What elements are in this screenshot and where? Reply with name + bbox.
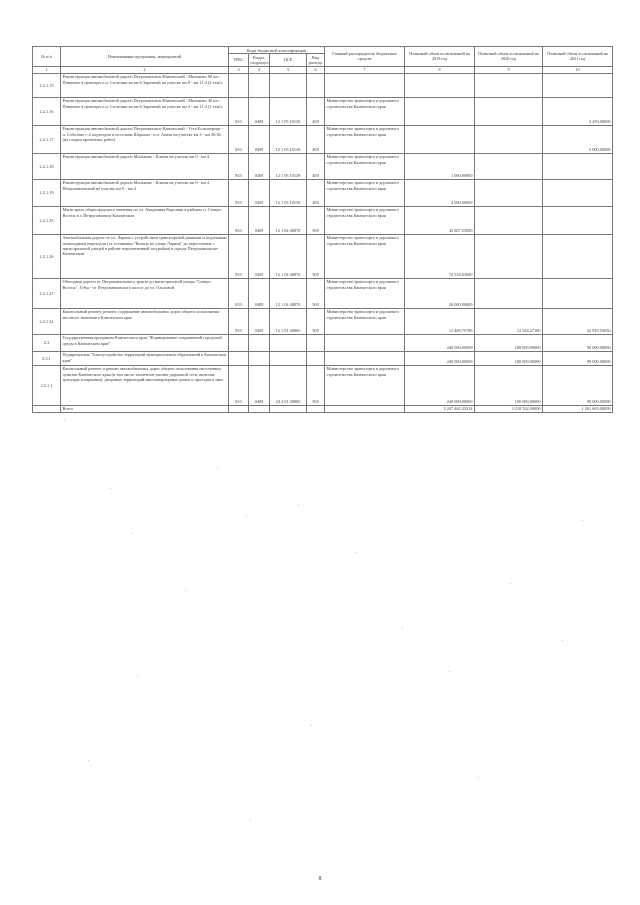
row-vr: 400: [307, 153, 325, 179]
total-row: [33, 405, 613, 412]
total-2020: 3 218 532,00000: [475, 405, 543, 412]
row-amount-2019: 4 000,00000: [405, 179, 475, 206]
header-no: № п/п: [33, 47, 61, 67]
row-grbs: 833: [229, 125, 249, 153]
row-executor: Министерство транспорта и дорожного строительства Камчатского края: [325, 365, 405, 405]
row-grbs: 833: [229, 365, 249, 405]
total-empty: [307, 405, 325, 412]
row-rzpr: 0409: [249, 125, 270, 153]
row-csr: 12 1 01 40860: [270, 308, 307, 334]
total-2019: 3 247 462,23524: [405, 405, 475, 412]
table-row: [33, 153, 613, 179]
table-row: [33, 308, 613, 334]
header-rzpr: Раздел, подраздел: [250, 54, 269, 65]
row-amount-2021: [543, 73, 613, 97]
row-name: Реконструкция автомобильной дороги Мильково - Ключи на участке км 0 - км 4 Петропавловский на участке км 0 - км 4: [61, 179, 229, 206]
table-row: [33, 97, 613, 125]
row-executor: Министерство транспорта и дорожного строительства Камчатского края: [325, 206, 405, 234]
row-amount-2019: 1 000,00000: [405, 153, 475, 179]
scan-speck: [246, 516, 247, 517]
row-vr: 500: [307, 278, 325, 308]
col-number: 4: [249, 66, 270, 73]
row-amount-2020: 12 524,27180: [475, 308, 543, 334]
scan-speck: [64, 420, 65, 421]
row-amount-2019: 240 000,00000: [405, 334, 475, 351]
row-name: Магистраль общегородского значения по ул. Академика Королева в районах п. Северо-Восток в г. Петропавловск-Камчатском: [61, 206, 229, 234]
total-empty: [270, 405, 307, 412]
scan-speck: [402, 627, 403, 628]
row-rzpr: 0409: [249, 179, 270, 206]
row-name: Капитальный ремонт и ремонт автомобильных дорог общего пользования населенных пунктов Камчатского края (в том числе элементов улично-дорожной сети, включая тротуары и парковки), дворовых территорий многоквартирных домов и проездов к ним: [61, 365, 229, 405]
row-amount-2020: [475, 234, 543, 278]
row-vr: 500: [307, 206, 325, 234]
budget-table: [32, 46, 613, 413]
header-grbs: ГРБС: [229, 54, 249, 66]
table-row: [33, 334, 613, 351]
scan-speck: [562, 640, 563, 641]
row-executor: Министерство транспорта и дорожного строительства Камчатского края: [325, 308, 405, 334]
scan-speck: [582, 520, 583, 521]
row-csr: 12 1 04 40870: [270, 234, 307, 278]
row-csr: [270, 73, 307, 97]
row-amount-2019: [405, 125, 475, 153]
col-number: 10: [543, 66, 613, 73]
row-csr: 12 1 04 40870: [270, 206, 307, 234]
column-number-row: [33, 66, 613, 73]
row-amount-2019: 42 867,53000: [405, 206, 475, 234]
row-amount-2020: [475, 125, 543, 153]
row-vr: 400: [307, 97, 325, 125]
row-rzpr: 0409: [249, 97, 270, 125]
row-amount-2021: 90 000,00000: [543, 334, 613, 351]
row-name: Подпрограмма "Благоустройство территорий муниципальных образований в Камчатском крае": [61, 351, 229, 365]
row-executor: Министерство транспорта и дорожного строительства Камчатского края: [325, 125, 405, 153]
row-grbs: 833: [229, 153, 249, 179]
row-name: Капитальный ремонт, ремонт, содержание автомобильных дорог общего пользования местного значения в Камчатском крае: [61, 308, 229, 334]
total-no: [33, 405, 61, 412]
row-csr: 12 1 03 10130: [270, 179, 307, 206]
row-number: 2.2.1.17: [33, 125, 61, 153]
row-name: Объездная дороги от Петропавловского тракта до магистральной улицы "Северо-Восток", Губы - от Петропавловского шоссе до ул. Ольховой: [61, 278, 229, 308]
row-rzpr: 0409: [249, 153, 270, 179]
row-number: 2.2.1.16: [33, 97, 61, 125]
table-row: [33, 125, 613, 153]
row-vr: 400: [307, 125, 325, 153]
total-2021: 1 261 663,00000: [543, 405, 613, 412]
row-number: 2.3: [33, 334, 61, 351]
row-amount-2019: 72 534,63000: [405, 234, 475, 278]
row-amount-2020: 100 000,00000: [475, 365, 543, 405]
header-codes-group: Коды бюджетной классификации: [229, 47, 325, 54]
row-amount-2020: [475, 179, 543, 206]
header-name: Наименование программы, мероприятий: [61, 47, 229, 67]
col-number: 7: [325, 66, 405, 73]
row-number: 2.3.1: [33, 351, 61, 365]
row-executor: Министерство транспорта и дорожного строительства Камчатского края: [325, 234, 405, 278]
scan-speck: [110, 488, 111, 489]
row-executor: [325, 73, 405, 97]
total-empty: [249, 405, 270, 412]
row-name: Государственная программа Камчатского края "Формирование современной городской среды в Камчатском крае": [61, 334, 229, 351]
table-row: [33, 179, 613, 206]
row-csr: 12 1 04 40870: [270, 278, 307, 308]
col-number: 5: [270, 66, 307, 73]
row-executor: Министерство транспорта и дорожного строительства Камчатского края: [325, 278, 405, 308]
col-number: 9: [475, 66, 543, 73]
row-number: 2.3.1.1: [33, 365, 61, 405]
row-grbs: [229, 351, 249, 365]
row-csr: [270, 334, 307, 351]
row-number: 2.2.1.19: [33, 179, 61, 206]
row-grbs: [229, 73, 249, 97]
row-grbs: 833: [229, 206, 249, 234]
row-csr: 24 2 01 40800: [270, 365, 307, 405]
row-executor: Министерство транспорта и дорожного строительства Камчатского края: [325, 179, 405, 206]
scan-speck: [137, 676, 138, 677]
table-row: [33, 351, 613, 365]
total-empty: [325, 405, 405, 412]
row-amount-2019: 240 000,00000: [405, 351, 475, 365]
col-number: 3: [229, 66, 249, 73]
row-amount-2020: 100 000,00000: [475, 351, 543, 365]
scan-speck: [449, 671, 450, 672]
row-amount-2021: [543, 179, 613, 206]
row-csr: [270, 351, 307, 365]
row-number: 2.2.1.18: [33, 153, 61, 179]
row-number: 2.2.1.25: [33, 206, 61, 234]
row-amount-2021: 90 000,00000: [543, 365, 613, 405]
row-grbs: [229, 334, 249, 351]
table-row: [33, 278, 613, 308]
row-amount-2019: [405, 73, 475, 97]
header-row: [33, 47, 613, 54]
total-empty: [229, 405, 249, 412]
row-amount-2019: 20 000,00000: [405, 278, 475, 308]
row-rzpr: 0409: [249, 278, 270, 308]
row-rzpr: 0409: [249, 308, 270, 334]
row-amount-2019: [405, 97, 475, 125]
row-grbs: 833: [229, 97, 249, 125]
row-grbs: 833: [229, 278, 249, 308]
row-amount-2021: [543, 234, 613, 278]
row-name: Автомобильная дорога по ул. Ларина с устройством транспортной развязки и подземным пешеходным переходом (от остановки "Кольцо по улице Ларина" до пересечения с магистральной улицей в районе перспективной застройки) в городе Петропавловске-Камчатском: [61, 234, 229, 278]
table-row: [33, 365, 613, 405]
header-vr: Вид расхода: [307, 54, 325, 66]
row-amount-2020: [475, 206, 543, 234]
row-rzpr: [249, 73, 270, 97]
scan-speck: [250, 820, 251, 821]
row-amount-2020: [475, 73, 543, 97]
row-amount-2019: 12 489,75786: [405, 308, 475, 334]
row-csr: 12 1 05 10139: [270, 153, 307, 179]
row-vr: 400: [307, 179, 325, 206]
header-csr: ЦСР: [270, 54, 307, 66]
row-number: 2.2.1.32: [33, 308, 61, 334]
row-name: Реконструкция автомобильной дороги Мильково - Ключи на участке км 0 - км 4: [61, 153, 229, 179]
row-name: Реконструкция автомобильной дороги Петропавловск-Камчатский - Мильково 80 км - Пиначево в границах п.п. Сосновка на км 6 Заречный на участке км 8 - км 11.4 (2 этап): [61, 73, 229, 97]
col-number: 6: [307, 66, 325, 73]
row-grbs: 833: [229, 179, 249, 206]
page-number: 8: [318, 876, 322, 882]
row-vr: [307, 73, 325, 97]
row-amount-2020: [475, 153, 543, 179]
row-amount-2021: 90 000,00000: [543, 351, 613, 365]
row-amount-2020: [475, 97, 543, 125]
row-executor: Министерство транспорта и дорожного строительства Камчатского края: [325, 97, 405, 125]
header-2021: Плановый объем ассигнований на 2021 год: [543, 47, 613, 67]
scan-speck: [185, 590, 186, 591]
row-executor: Министерство транспорта и дорожного строительства Камчатского края: [325, 153, 405, 179]
header-2019: Плановый объем ассигнований на 2019 год: [405, 47, 475, 67]
scan-speck: [217, 468, 218, 469]
row-vr: 500: [307, 365, 325, 405]
row-csr: 12 1 05 10136: [270, 97, 307, 125]
row-vr: 500: [307, 234, 325, 278]
row-amount-2021: 3 250,00000: [543, 97, 613, 125]
header-executor: Главный распорядитель бюджетных средств: [325, 47, 405, 67]
scan-speck: [356, 552, 357, 553]
row-amount-2020: [475, 278, 543, 308]
row-name: Реконструкция автомобильной дороги Петропавловск-Камчатский - Усть-Большерецк - п. Соболево с 4 подъездом к поселкам Шаромы - п.п. Апача на участке км 3 - км 36,36 (на стадии проектных работ): [61, 125, 229, 153]
row-number: 2.2.1.27: [33, 278, 61, 308]
row-csr: 12 1 05 10136: [270, 125, 307, 153]
row-vr: [307, 334, 325, 351]
scan-speck: [510, 583, 511, 584]
row-executor: [325, 334, 405, 351]
row-amount-2021: [543, 278, 613, 308]
total-label: Всего: [61, 405, 229, 412]
row-rzpr: 0409: [249, 365, 270, 405]
row-rzpr: [249, 351, 270, 365]
row-rzpr: 0409: [249, 234, 270, 278]
row-name: Реконструкция автомобильной дороги Петропавловск-Камчатский - Мильково 40 км - Пиначево в границах п.п. Сосновка на км 6 Заречный на участке км 4 - км 11.4 (1 этап): [61, 97, 229, 125]
row-amount-2021: 22 919,55656: [543, 308, 613, 334]
col-number: 1: [33, 66, 61, 73]
row-amount-2019: 240 000,00000: [405, 365, 475, 405]
header-2020: Плановый объем ассигнований на 2020 год: [475, 47, 543, 67]
scan-speck: [298, 505, 299, 506]
row-grbs: 833: [229, 234, 249, 278]
row-rzpr: 0409: [249, 206, 270, 234]
row-vr: 500: [307, 308, 325, 334]
row-vr: [307, 351, 325, 365]
row-amount-2021: 5 000,00000: [543, 125, 613, 153]
table-row: [33, 206, 613, 234]
scan-speck: [311, 725, 312, 726]
row-number: 2.2.1.15: [33, 73, 61, 97]
row-amount-2020: 100 000,00000: [475, 334, 543, 351]
row-grbs: 833: [229, 308, 249, 334]
table-row: [33, 73, 613, 97]
row-number: 2.2.1.26: [33, 234, 61, 278]
scan-speck: [132, 533, 133, 534]
scan-speck: [88, 760, 89, 761]
row-amount-2021: [543, 206, 613, 234]
scan-speck: [478, 777, 479, 778]
row-rzpr: [249, 334, 270, 351]
table-row: [33, 234, 613, 278]
row-amount-2021: [543, 153, 613, 179]
col-number: 8: [405, 66, 475, 73]
row-executor: [325, 351, 405, 365]
col-number: 2: [61, 66, 229, 73]
